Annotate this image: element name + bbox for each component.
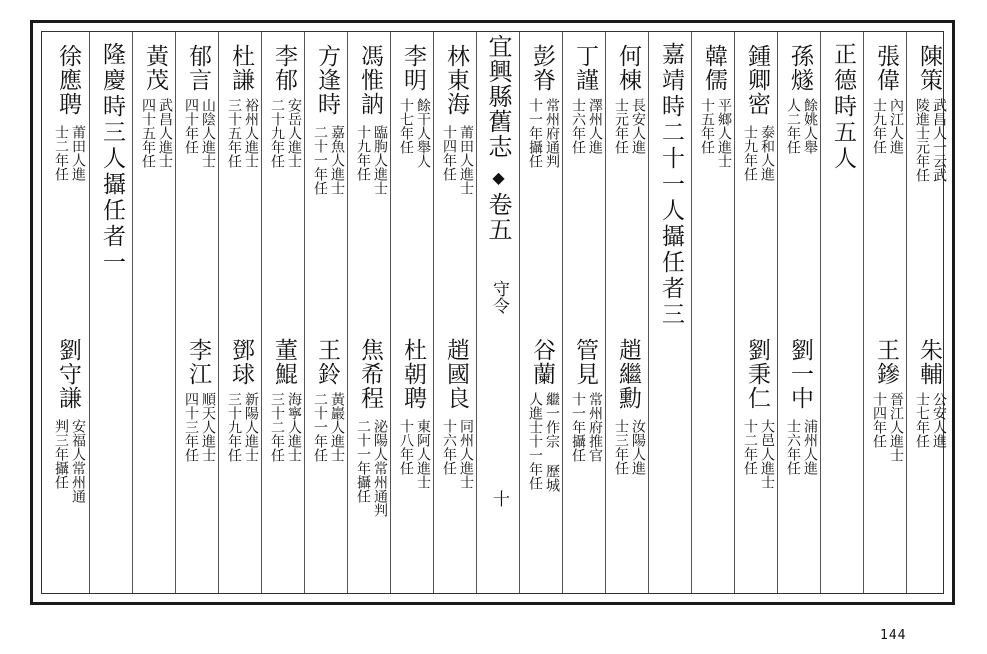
official-name: 丁謹: [572, 44, 598, 92]
official-note: 同州人進士十六年任: [441, 419, 474, 489]
official-name: 王鏒: [873, 338, 899, 386]
column-zhengde-cont-1: [906, 32, 950, 593]
official-note: 順天人進士四十三年任: [183, 392, 216, 462]
official-name: 杜朝聘: [400, 338, 426, 410]
column-jiajing-10: [175, 32, 219, 593]
official-note: 汝陽人進士三年任: [613, 419, 646, 475]
leaf-number: 十: [489, 490, 509, 507]
column-center-column: [476, 32, 520, 593]
official-name: 董鯤: [271, 338, 297, 386]
official-note: 嘉魚人進士二十一年任: [312, 125, 345, 195]
official-name: 李江: [185, 338, 211, 386]
column-zhengde-5: [691, 32, 735, 593]
column-jiajing-2: [562, 32, 606, 593]
official-note: 東阿人進士十八年任: [398, 419, 431, 489]
column-jiajing-7: [304, 32, 348, 593]
official-note: 裕州人進士三十五年任: [226, 98, 259, 168]
column-jiajing-3: [519, 32, 563, 593]
official-name: 朱輔: [916, 338, 942, 386]
official-name: 趙繼勳: [615, 338, 641, 410]
official-note: 莆田人進士十四年任: [441, 125, 474, 195]
official-note: 餘姚人舉人二年任: [785, 98, 818, 154]
official-name: 彭脊: [529, 44, 555, 92]
column-zhengde-4: [734, 32, 778, 593]
official-name: 杜謙: [228, 44, 254, 92]
official-name: 李郁: [271, 44, 297, 92]
column-jiajing-6: [347, 32, 391, 593]
official-note: 新陽人進士三十九年任: [226, 392, 259, 462]
page-number: 144: [880, 628, 907, 643]
column-jiajing-4: [433, 32, 477, 593]
official-note: 海寧人進士三十二年任: [269, 392, 302, 462]
official-name: 徐應聘: [55, 44, 81, 116]
page-frame: [30, 20, 955, 605]
official-name: 焦希程: [357, 338, 383, 410]
official-name: 鍾卿密: [744, 44, 770, 116]
official-name: 王鈴: [314, 338, 340, 386]
official-name: 劉守謙: [55, 338, 81, 410]
official-note: 大邑人進士十二年任: [742, 419, 775, 489]
official-name: 李明: [400, 44, 426, 92]
column-zhengde-cont-2: [863, 32, 907, 593]
official-name: 黃茂: [142, 44, 168, 92]
official-note: 武昌人進士四十五年任: [140, 98, 173, 168]
section-label: 守令: [489, 280, 509, 314]
volume-label: 卷五: [484, 192, 512, 242]
official-note: 武昌人一云武陵進士元年任: [914, 98, 947, 182]
reign-header: 正德時五人: [830, 42, 856, 172]
official-note: 公安人進士七年任: [914, 392, 947, 448]
column-jiajing-8: [261, 32, 305, 593]
book-title: 宜興縣舊志: [484, 34, 512, 159]
column-jiajing-header: [648, 32, 692, 593]
official-note: 泰和人進士九年任: [742, 125, 775, 181]
official-note: 餘干人舉人十七年任: [398, 98, 431, 168]
official-name: 劉一中: [787, 338, 813, 410]
official-note: 莆田人進士二年任: [53, 125, 86, 181]
official-note: 山陰人進士四十年任: [183, 98, 216, 168]
official-note: 常州府推官十一年攝任: [570, 392, 603, 462]
column-zhengde-3: [777, 32, 821, 593]
official-note: 晉江人進士十四年任: [871, 392, 904, 462]
official-name: 張偉: [873, 44, 899, 92]
official-note: 澤州人進士六年任: [570, 98, 603, 154]
official-note: 泌陽人常州通判二十一年攝任: [355, 419, 388, 517]
official-note: 繼一作宗 歷城人進士十一年任: [527, 392, 560, 492]
official-name: 趙國良: [443, 338, 469, 410]
official-name: 方逢時: [314, 44, 340, 116]
official-note: 安福人常州通判三年攝任: [53, 419, 86, 503]
column-jiajing-5: [390, 32, 434, 593]
column-zhengde-header: [820, 32, 864, 593]
official-name: 劉秉仁: [744, 338, 770, 410]
official-note: 浦州人進士六年任: [785, 419, 818, 475]
official-name: 郁言: [185, 44, 211, 92]
official-note: 黃巖人進士二十一年任: [312, 392, 345, 462]
column-jiajing-1: [605, 32, 649, 593]
official-note: 臨朐人進士十九年任: [355, 125, 388, 195]
column-longqing-1: [46, 32, 89, 593]
fishtail-mark: ◆: [489, 168, 508, 187]
official-name: 韓儒: [701, 44, 727, 92]
official-note: 長安人進士元年任: [613, 98, 646, 154]
official-name: 孫燧: [787, 44, 813, 92]
official-name: 鄧球: [228, 338, 254, 386]
official-note: 內江人進士九年任: [871, 98, 904, 154]
official-note: 安岳人進士二十九年任: [269, 98, 302, 168]
column-jiajing-11: [132, 32, 176, 593]
text-block: [41, 31, 947, 594]
reign-header: 嘉靖時二十一人攝任者三: [658, 42, 684, 328]
official-note: 常州府通判十一年攝任: [527, 98, 560, 168]
official-name: 管見: [572, 338, 598, 386]
official-name: 谷蘭: [529, 338, 555, 386]
column-jiajing-9: [218, 32, 262, 593]
column-longqing-header: [89, 32, 133, 593]
official-name: 陳策: [916, 44, 942, 92]
reign-header: 隆慶時三人攝任者一: [99, 42, 125, 276]
official-name: 何棟: [615, 44, 641, 92]
official-name: 林東海: [443, 44, 469, 116]
official-note: 平鄉人進士十五年任: [699, 98, 732, 168]
official-name: 馮惟訥: [357, 44, 383, 116]
